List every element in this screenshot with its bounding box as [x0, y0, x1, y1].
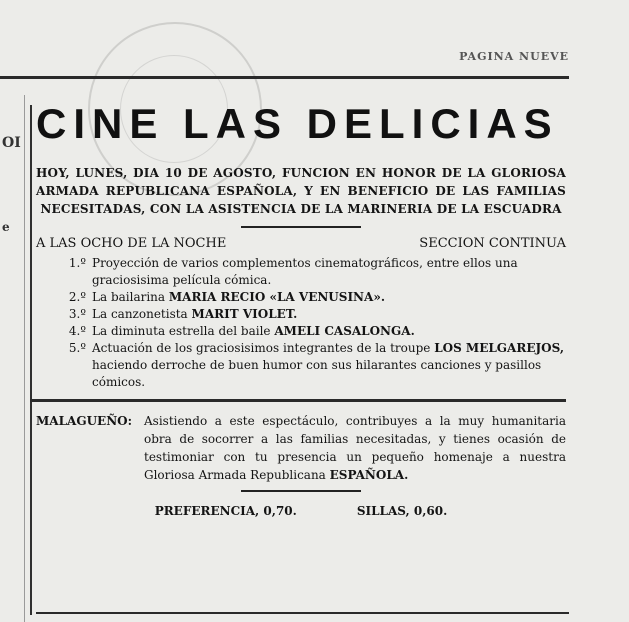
item-number: 5.º: [68, 341, 86, 355]
list-item: [36, 323, 566, 340]
list-item: [36, 340, 566, 391]
note-text: Asistiendo a este espectáculo, contribuyes a la muy humanitaria obra de socorrer a las familias necesitadas, y tienes ocasión de testimoniar con tu presencia un pequeño homenaje a nuestra Gloriosa Armada Republicana ESPAÑOLA.: [144, 414, 566, 482]
left-fragment-2: e: [2, 220, 10, 234]
top-rule: [0, 76, 569, 79]
item-text: La bailarina MARIA RECIO «LA VENUSINA».: [92, 290, 386, 304]
schedule-time: A LAS OCHO DE LA NOCHE: [36, 236, 227, 251]
adjacent-column-fragment: [0, 95, 25, 622]
divider: [241, 226, 361, 228]
appeal-note: [36, 412, 566, 484]
schedule-mode: SECCION CONTINUA: [419, 236, 566, 251]
item-number: 4.º: [68, 324, 86, 338]
item-number: 2.º: [68, 290, 86, 304]
price-sillas: SILLAS, 0,60.: [356, 504, 448, 518]
note-label: MALAGUEÑO:: [36, 414, 133, 428]
prices: [36, 504, 566, 518]
item-number: 3.º: [68, 307, 86, 321]
column-divider: [30, 105, 32, 615]
item-number: 1.º: [68, 256, 86, 270]
section-rule: [30, 399, 566, 402]
ad-intro: HOY, LUNES, DIA 10 DE AGOSTO, FUNCION EN HONOR DE LA GLORIOSA ARMADA REPUBLICANA ESPAÑOLA, Y EN BENEFICIO DE LAS FAMILIAS NECESITADAS, CON LA ASISTENCIA DE LA MARINERIA DE LA ESCUADRA: [36, 166, 566, 216]
advertisement: [36, 96, 566, 518]
divider: [241, 490, 361, 492]
schedule-header: [36, 236, 566, 251]
list-item: [36, 306, 566, 323]
page-label: PAGINA NUEVE: [459, 50, 569, 63]
list-item: [36, 289, 566, 306]
item-text: Actuación de los graciosisimos integrantes de la troupe LOS MELGAREJOS, haciendo derroche de buen humor con sus hilarantes canciones y pasillos cómicos.: [92, 341, 565, 389]
ad-title: CINE LAS DELICIAS: [36, 100, 559, 147]
item-text: La canzonetista MARIT VIOLET.: [92, 307, 298, 321]
left-fragment-1: OI: [2, 135, 21, 151]
program-list: [36, 255, 566, 391]
bottom-rule: [36, 612, 569, 614]
item-text: La diminuta estrella del baile AMELI CASALONGA.: [92, 324, 415, 338]
price-preferencia: PREFERENCIA, 0,70.: [154, 504, 297, 518]
list-item: [36, 255, 566, 289]
item-text: Proyección de varios complementos cinematográficos, entre ellos una graciosisima película cómica.: [92, 256, 518, 287]
